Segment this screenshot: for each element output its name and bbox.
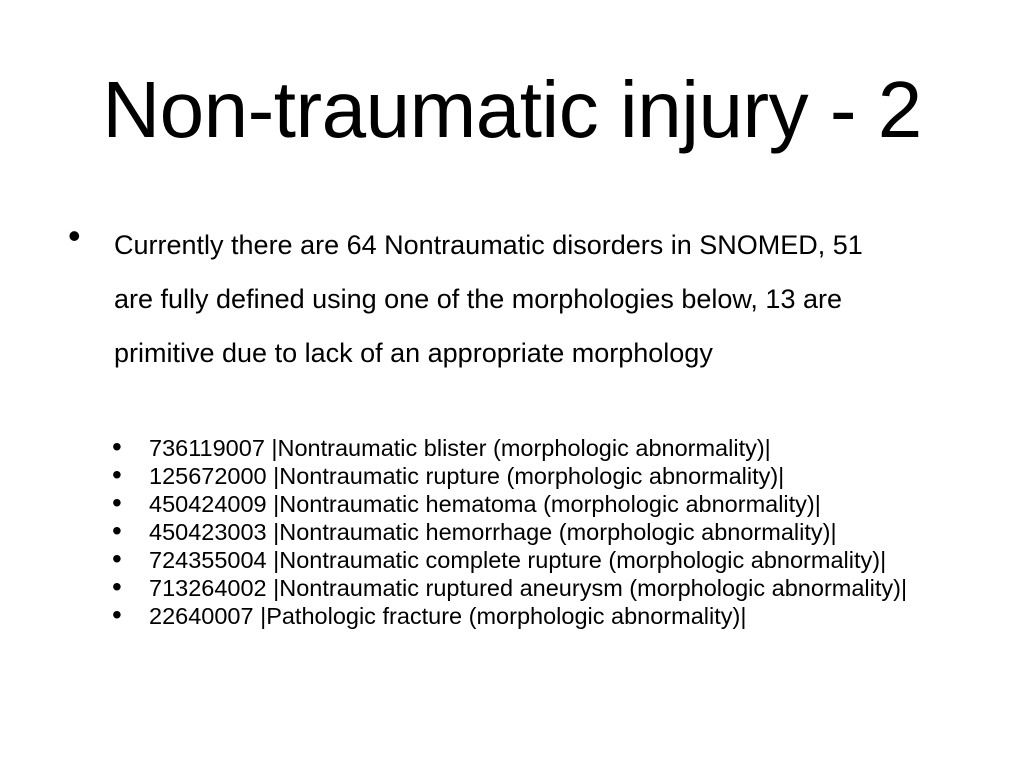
morphology-text: 22640007 |Pathologic fracture (morphologic abnormality)| [149, 603, 747, 629]
bullet-icon: • [112, 543, 122, 574]
bullet-icon: • [68, 215, 81, 256]
morphology-text: 724355004 |Nontraumatic complete rupture (morphologic abnormality)| [149, 547, 887, 573]
morphology-text: 736119007 |Nontraumatic blister (morphologic abnormality)| [149, 435, 771, 461]
morphology-text: 125672000 |Nontraumatic rupture (morphologic abnormality)| [149, 463, 785, 489]
morphology-list [112, 431, 992, 630]
slide-title: Non-traumatic injury - 2 [102, 65, 922, 154]
morphology-text: 450424009 |Nontraumatic hematoma (morphologic abnormality)| [149, 491, 821, 517]
main-bullet [68, 215, 968, 407]
morphology-item [112, 571, 909, 602]
morphology-item [112, 543, 909, 574]
morphology-item [112, 459, 909, 490]
morphology-item [112, 431, 909, 462]
bullet-icon: • [112, 459, 122, 490]
morphology-item [112, 599, 909, 630]
bullet-icon: • [112, 599, 122, 630]
morphology-text: 450423003 |Nontraumatic hemorrhage (morphologic abnormality)| [149, 519, 837, 545]
morphology-text: 713264002 |Nontraumatic ruptured aneurysm (morphologic abnormality)| [149, 575, 908, 601]
bullet-icon: • [112, 431, 122, 462]
morphology-item [112, 487, 909, 518]
morphology-item [112, 515, 909, 546]
bullet-icon: • [112, 487, 122, 518]
bullet-icon: • [112, 515, 122, 546]
bullet-icon: • [112, 571, 122, 602]
main-bullet-text: Currently there are 64 Nontraumatic disorders in SNOMED, 51 are fully defined using one of the morphologies below, 13 are primitive due to lack of an appropriate morphology [114, 230, 863, 368]
